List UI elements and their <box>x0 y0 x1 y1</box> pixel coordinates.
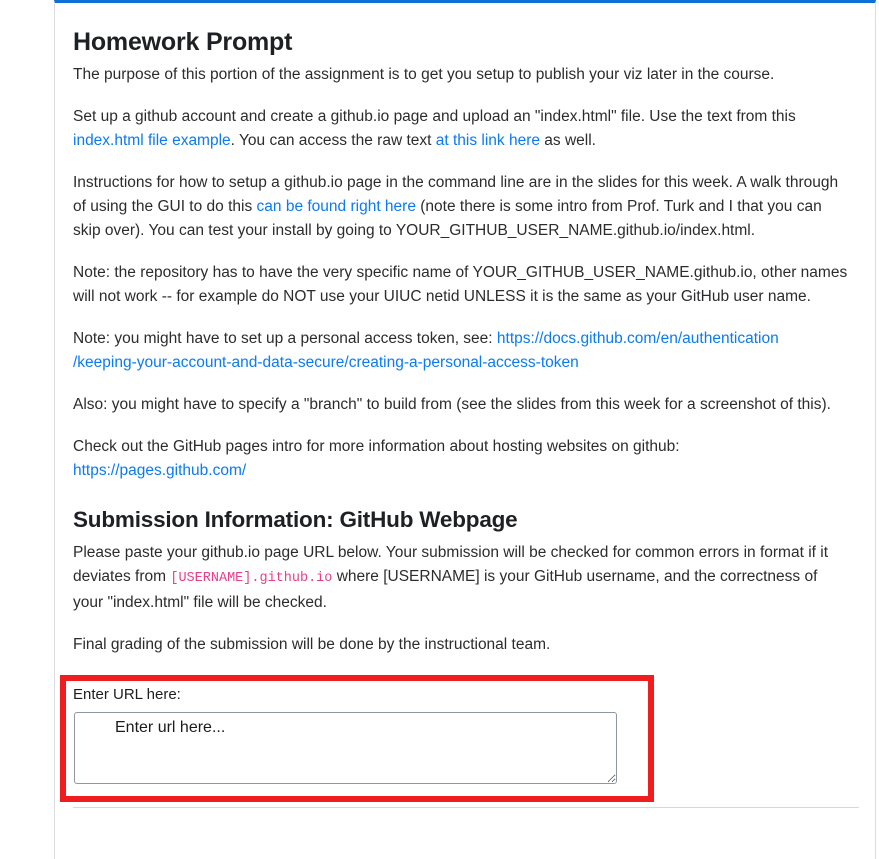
github-pages-text-pre: Check out the GitHub pages intro for more information about hosting websites on github: <box>73 438 680 455</box>
access-token-note-paragraph <box>73 327 849 375</box>
grading-paragraph <box>73 633 849 657</box>
access-token-link-line2: /keeping-your-account-and-data-secure/creating-a-personal-access-token <box>73 354 579 371</box>
github-pages-link[interactable]: https://pages.github.com/ <box>73 462 247 479</box>
setup-text-post: as well. <box>540 132 596 149</box>
enter-url-label: Enter URL here: <box>73 686 181 703</box>
instructions-paragraph <box>73 171 849 243</box>
setup-text-pre: Set up a github account and create a github.io page and upload an "index.html" file. Use the text from this <box>73 108 796 125</box>
username-github-io-code: [USERNAME].github.io <box>170 571 333 586</box>
purpose-paragraph <box>73 63 849 87</box>
paste-url-text-post: where [USERNAME] is your GitHub username, and the correctness of your "index.html" file will be checked. <box>73 568 818 611</box>
assignment-card <box>54 0 876 859</box>
setup-text-mid: . You can access the raw text <box>230 132 436 149</box>
access-token-link-line1: https://docs.github.com/en/authentication <box>496 330 779 347</box>
homework-prompt-heading: Homework Prompt <box>73 28 293 56</box>
instructions-text-post: (note there is some intro from Prof. Turk and I that you can skip over). You can test your install by going to YOUR_GITHUB_USER_NAME.github.io/index.html. <box>73 198 822 239</box>
raw-text-link[interactable]: at this link here <box>435 132 540 149</box>
red-highlight-annotation <box>60 675 654 802</box>
access-token-text-pre: Note: you might have to set up a personal access token, see: <box>73 330 497 347</box>
paste-url-paragraph <box>73 541 849 615</box>
branch-note-text: Also: you might have to specify a "branch" to build from (see the slides from this week for a screenshot of this). <box>73 396 831 413</box>
index-html-example-link[interactable]: index.html file example <box>73 132 231 149</box>
instructions-text-pre: Instructions for how to setup a github.io page in the command line are in the slides for this week. A walk through of using the GUI to do this <box>73 174 839 215</box>
paste-url-text-pre: Please paste your github.io page URL below. Your submission will be checked for common errors in format if it deviates from <box>73 544 828 585</box>
submission-info-heading: Submission Information: GitHub Webpage <box>73 507 518 532</box>
grading-text: Final grading of the submission will be done by the instructional team. <box>73 636 551 653</box>
repo-name-note-text: Note: the repository has to have the very specific name of YOUR_GITHUB_USER_NAME.github.io, other names will not work -- for example do NOT use your UIUC netid UNLESS it is the same as your GitHub user name. <box>73 264 848 305</box>
url-input-textarea[interactable] <box>74 712 617 784</box>
github-pages-intro-paragraph <box>73 435 849 483</box>
setup-paragraph <box>73 105 849 153</box>
branch-note-paragraph <box>73 393 849 417</box>
repo-name-note-paragraph <box>73 261 849 309</box>
assignment-content <box>55 28 875 808</box>
bottom-divider <box>73 807 859 808</box>
gui-walkthrough-link[interactable]: can be found right here <box>256 198 416 215</box>
purpose-text: The purpose of this portion of the assignment is to get you setup to publish your viz later in the course. <box>73 66 775 83</box>
